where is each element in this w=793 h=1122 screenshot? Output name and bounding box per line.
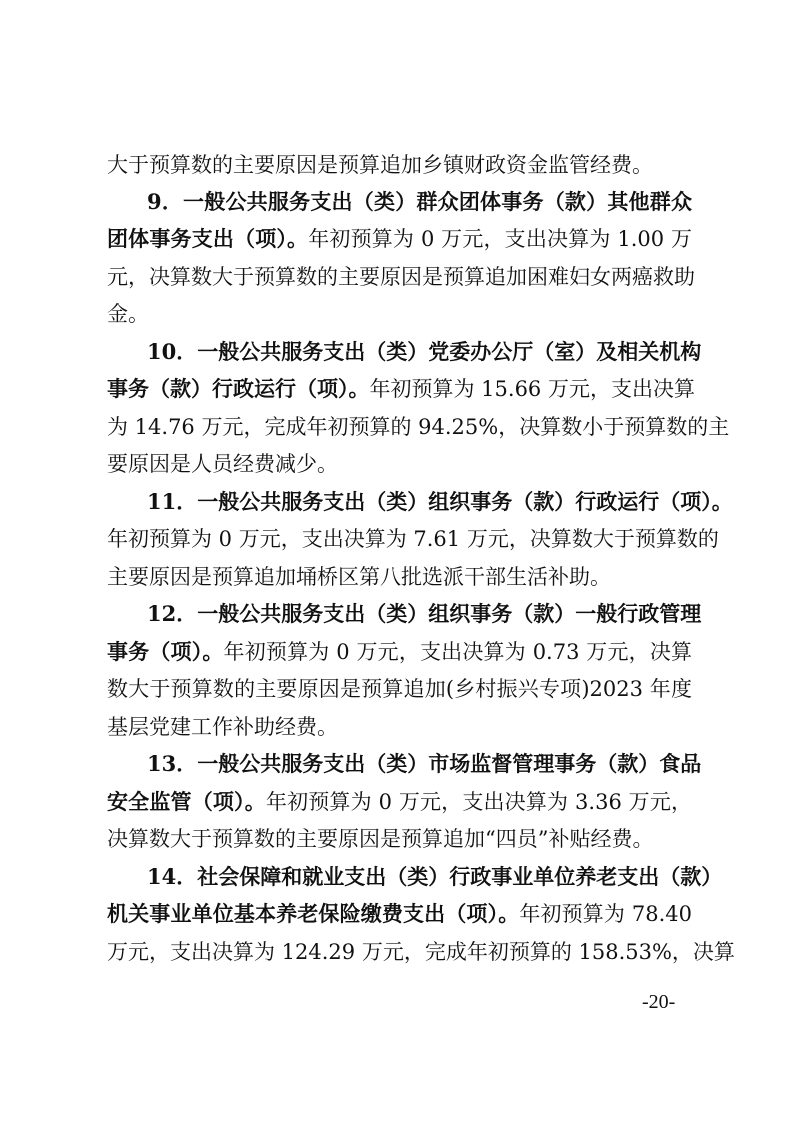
item-text: 年初预算为 0 万元，支出决算为 3.36 万元，	[265, 790, 692, 814]
item-heading: 安全监管（项）。	[107, 789, 266, 814]
text-line	[107, 637, 692, 667]
text-line: 要原因是人员经费减少。	[107, 452, 338, 476]
item-heading: 13．一般公共服务支出（类）市场监督管理事务（款）食品	[147, 751, 702, 776]
item-heading: 11．一般公共服务支出（类）组织事务（款）行政运行（项）。	[147, 489, 733, 514]
text-line: 基层党建工作补助经费。	[107, 715, 338, 739]
text-line	[107, 787, 692, 817]
text-line: 主要原因是预算追加埇桥区第八批选派干部生活补助。	[107, 565, 611, 589]
item-text: 年初预算为 0 万元，支出决算为 0.73 万元，决算	[223, 640, 692, 664]
text-line	[107, 374, 695, 404]
text-line: 数大于预算数的主要原因是预算追加(乡村振兴专项)2023 年度	[107, 677, 692, 701]
page-number: -20-	[642, 991, 676, 1013]
item-heading: 10．一般公共服务支出（类）党委办公厅（室）及相关机构	[147, 339, 702, 364]
text-line: 为 14.76 万元，完成年初预算的 94.25%，决算数小于预算数的主	[107, 415, 730, 439]
text-line: 决算数大于预算数的主要原因是预算追加“四员”补贴经费。	[107, 827, 654, 851]
item-text: 年初预算为 0 万元，支出决算为 1.00 万	[308, 227, 692, 251]
text-line: 年初预算为 0 万元，支出决算为 7.61 万元，决算数大于预算数的	[107, 527, 719, 551]
item-heading: 团体事务支出（项）。	[107, 226, 309, 251]
text-line: 大于预算数的主要原因是预算追加乡镇财政资金监管经费。	[107, 153, 653, 177]
item-heading: 9．一般公共服务支出（类）群众团体事务（款）其他群众	[147, 189, 692, 214]
text-line: 金。	[107, 302, 149, 326]
text-line	[107, 899, 692, 929]
item-heading: 机关事业单位基本养老保险缴费支出（项）。	[107, 901, 520, 926]
item-heading: 事务（项）。	[107, 639, 224, 664]
text-line: 元，决算数大于预算数的主要原因是预算追加困难妇女两癌救助	[107, 265, 695, 289]
item-heading: 12．一般公共服务支出（类）组织事务（款）一般行政管理	[147, 601, 702, 626]
text-line: 万元，支出决算为 124.29 万元，完成年初预算的 158.53%，决算	[107, 940, 735, 964]
item-text: 年初预算为 15.66 万元，支出决算	[369, 377, 695, 401]
item-text: 年初预算为 78.40	[519, 902, 693, 926]
item-heading: 事务（款）行政运行（项）。	[107, 376, 370, 401]
text-line	[107, 224, 692, 254]
item-heading: 14．社会保障和就业支出（类）行政事业单位养老支出（款）	[147, 864, 723, 889]
